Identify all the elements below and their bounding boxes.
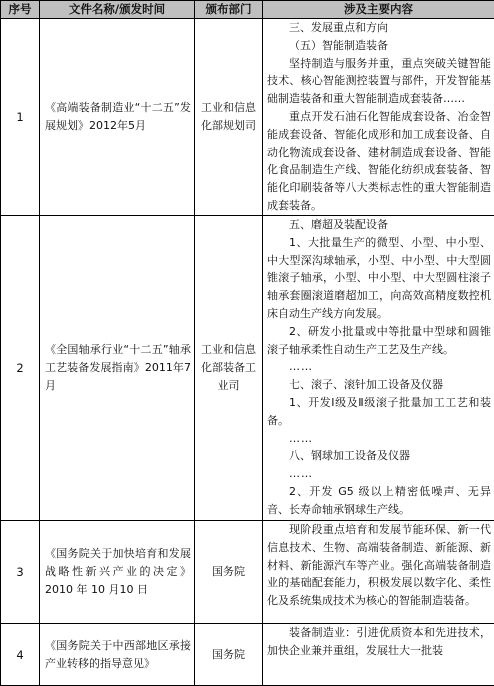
- table-row: [1, 521, 494, 624]
- header-title: 文件名称/颁发时间: [40, 1, 195, 19]
- content-paragraph: （五）智能制造装备: [267, 37, 491, 55]
- document-title: 《全国轴承行业“十二五”轴承工艺装备发展指南》2011年7月: [40, 216, 195, 521]
- content-paragraph: 1、开发Ⅰ级及Ⅱ级滚子批量加工工艺和装备。: [267, 394, 491, 430]
- issuing-department: 国务院: [195, 624, 263, 686]
- header-row: [1, 1, 494, 19]
- content-paragraph: 坚持制造与服务并重，重点突破关键智能技术、核心智能测控装置与部件，开发智能基础制造装备和重大智能制造成套装备……: [267, 55, 491, 108]
- content-paragraph: 装备制造业：引进优质资本和先进技术，加快企业兼并重组，发展壮大一批装: [267, 624, 491, 660]
- content-ellipsis: ……: [267, 430, 491, 448]
- row-number: 3: [1, 521, 40, 624]
- row-number: 2: [1, 216, 40, 521]
- table-row: [1, 216, 494, 521]
- main-content: [263, 624, 494, 686]
- issuing-department: 工业和信息化部规划司: [195, 19, 263, 216]
- main-content: [263, 19, 494, 216]
- document-title: 《高端装备制造业“十二五”发展规划》2012年5月: [40, 19, 195, 216]
- row-number: 1: [1, 19, 40, 216]
- document-title: 《国务院关于加快培育和发展战略性新兴产业的决定》2010 年 10 月10 日: [40, 521, 195, 624]
- content-ellipsis: ……: [267, 358, 491, 376]
- content-ellipsis: ……: [267, 465, 491, 483]
- content-paragraph: 2、开发 G5 级以上精密低噪声、无异音、长寿命轴承钢球生产线。: [267, 483, 491, 519]
- main-content: [263, 216, 494, 521]
- issuing-department: 工业和信息化部装备工业司: [195, 216, 263, 521]
- header-content: 涉及主要内容: [263, 1, 494, 19]
- content-paragraph: 五、磨超及装配设备: [267, 216, 491, 234]
- main-content: [263, 521, 494, 624]
- content-paragraph: 2、研发小批量或中等批量中型球和圆锥滚子轴承柔性自动生产工艺及生产线。: [267, 323, 491, 359]
- header-dept: 颁布部门: [195, 1, 263, 19]
- content-paragraph: 重点开发石油石化智能成套设备、冶金智能成套设备、智能化成形和加工成套设备、自动化物流成套设备、建材制造成套设备、智能化食品制造生产线、智能化纺织成套装备、智能化印刷装备等八大类标志性的重大智能制造成套装备。: [267, 108, 491, 215]
- issuing-department: 国务院: [195, 521, 263, 624]
- header-no: 序号: [1, 1, 40, 19]
- document-title: 《国务院关于中西部地区承接产业转移的指导意见》: [40, 624, 195, 686]
- content-paragraph: 七、滚子、滚针加工设备及仪器: [267, 376, 491, 394]
- content-paragraph: 八、钢球加工设备及仪器: [267, 447, 491, 465]
- table-row: [1, 19, 494, 216]
- content-paragraph: 现阶段重点培育和发展节能环保、新一代信息技术、生物、高端装备制造、新能源、新材料、新能源汽车等产业。强化高端装备制造业的基础配套能力，积极发展以数字化、柔性化及系统集成技术为核心的智能制造装备。: [267, 521, 491, 610]
- content-paragraph: 三、发展重点和方向: [267, 19, 491, 37]
- content-paragraph: 1、大批量生产的微型、小型、中小型、中大型深沟球轴承，小型、中小型、中大型圆锥滚子轴承，小型、中小型、中大型圆柱滚子轴承套圈滚道磨超加工，向高效高精度数控机床自动生产线方向发展。: [267, 234, 491, 323]
- row-number: 4: [1, 624, 40, 686]
- table-row: [1, 624, 494, 686]
